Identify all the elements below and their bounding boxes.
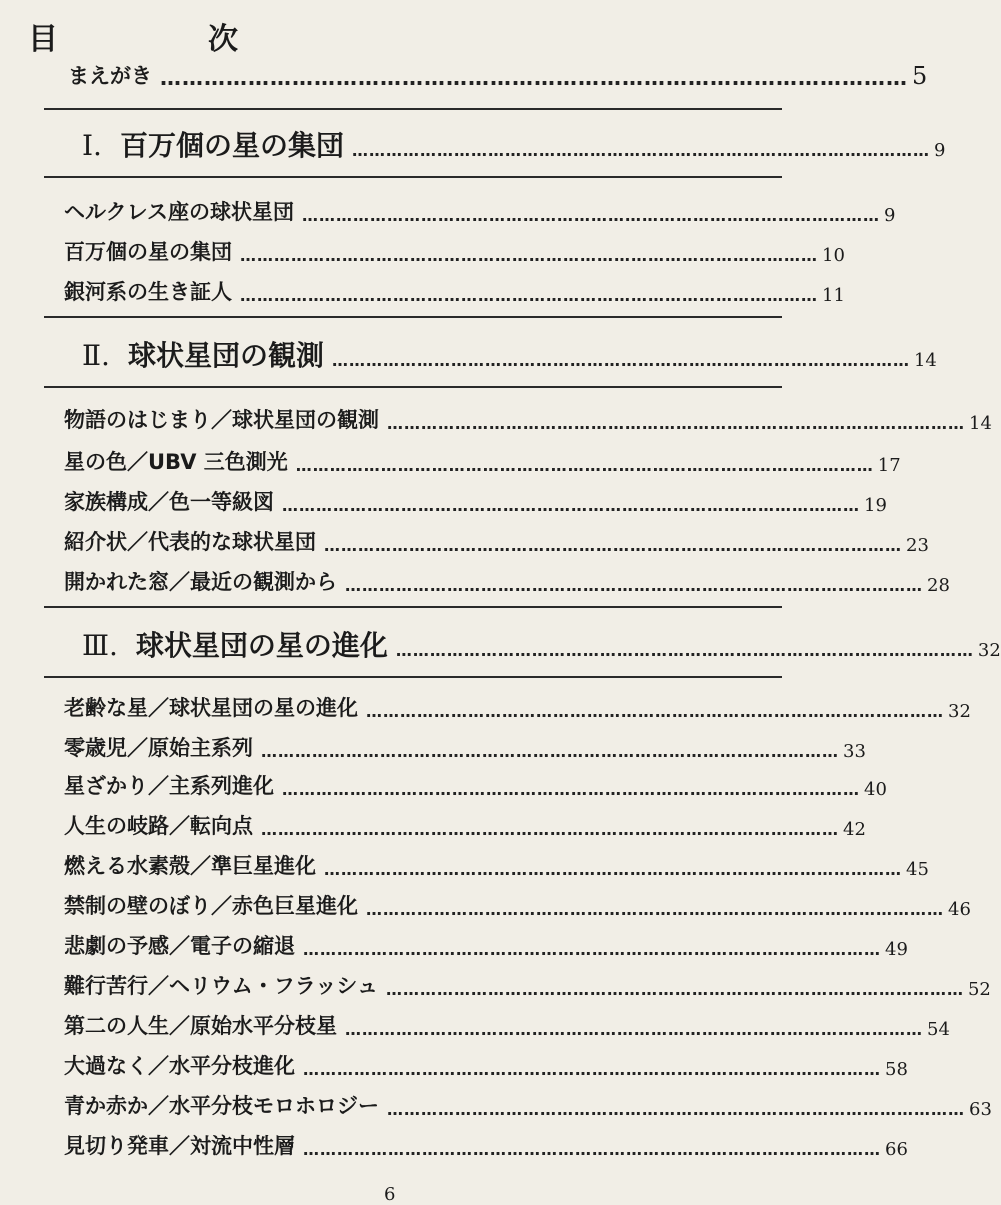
toc-section[interactable] bbox=[64, 1010, 950, 1040]
toc-section[interactable] bbox=[64, 770, 887, 800]
toc-section[interactable] bbox=[64, 446, 901, 476]
leader-dots: ………………………………………………………………………………………… bbox=[331, 351, 910, 370]
toc-section[interactable] bbox=[64, 526, 929, 556]
entry-label: 悲劇の予感／電子の縮退 bbox=[64, 934, 295, 958]
toc-section[interactable] bbox=[64, 850, 929, 880]
page-number: 23 bbox=[906, 535, 929, 556]
page-number: 10 bbox=[822, 245, 845, 266]
leader-dots: ………………………………………………………………………………………… bbox=[282, 780, 860, 799]
toc-section[interactable] bbox=[64, 236, 845, 266]
leader-dots: ………………………………………………………………………………………… bbox=[345, 1020, 923, 1039]
entry-label: 第二の人生／原始水平分枝星 bbox=[64, 1014, 337, 1038]
leader-dots: ………………………………………………………………………………………… bbox=[282, 496, 860, 515]
page-number: 14 bbox=[913, 350, 937, 371]
entry-label: 銀河系の生き証人 bbox=[64, 280, 232, 304]
toc-chapter-1[interactable] bbox=[82, 124, 946, 164]
chapter-title: Ⅱ. 球状星団の観測 bbox=[82, 339, 324, 372]
entry-label: 人生の岐路／転向点 bbox=[64, 814, 253, 838]
entry-label: 開かれた窓／最近の観測から bbox=[64, 570, 337, 594]
leader-dots: ………………………………………………………………………………………… bbox=[395, 641, 974, 660]
toc-chapter-3[interactable] bbox=[82, 624, 1001, 664]
leader-dots: ………………………………………………………………………………………… bbox=[351, 141, 930, 160]
page-number: 33 bbox=[843, 741, 866, 762]
divider-rule bbox=[44, 676, 782, 678]
toc-section[interactable] bbox=[64, 810, 866, 840]
entry-label: まえがき bbox=[68, 64, 152, 88]
leader-dots: ………………………………………………………………………………………… bbox=[324, 860, 902, 879]
toc-section[interactable] bbox=[64, 196, 896, 226]
page-number: 9 bbox=[883, 205, 896, 226]
leader-dots: ………………………………………………………………………………………… bbox=[366, 900, 944, 919]
toc-section[interactable] bbox=[64, 404, 992, 434]
entry-label: 燃える水素殻／準巨星進化 bbox=[64, 854, 316, 878]
entry-label: 零歳児／原始主系列 bbox=[64, 736, 253, 760]
toc-entry-preface[interactable] bbox=[68, 60, 928, 90]
toc-section[interactable] bbox=[64, 890, 971, 920]
leader-dots: ………………………………………………………………………………………… bbox=[261, 742, 839, 761]
page-number: 40 bbox=[864, 779, 887, 800]
page-number: 11 bbox=[822, 285, 845, 306]
entry-label: 見切り発車／対流中性層 bbox=[64, 1134, 295, 1158]
toc-section[interactable] bbox=[64, 930, 908, 960]
divider-rule bbox=[44, 606, 782, 608]
toc-chapter-2[interactable] bbox=[82, 334, 937, 374]
chapter-number: Ⅱ. bbox=[82, 339, 110, 372]
entry-label: 紹介状／代表的な球状星団 bbox=[64, 530, 316, 554]
page-number: 66 bbox=[885, 1139, 908, 1160]
divider-rule bbox=[44, 176, 782, 178]
page-number: 54 bbox=[927, 1019, 950, 1040]
page-number: 42 bbox=[843, 819, 866, 840]
page-number: 32 bbox=[977, 640, 1001, 661]
entry-label: 大過なく／水平分枝進化 bbox=[64, 1054, 295, 1078]
leader-dots: ………………………………………………………………………………………… bbox=[387, 1100, 965, 1119]
entry-label: 禁制の壁のぼり／赤色巨星進化 bbox=[64, 894, 358, 918]
entry-label: 星の色／UBV 三色測光 bbox=[64, 450, 288, 474]
leader-dots: ………………………………………………………………………………………… bbox=[261, 820, 839, 839]
chapter-title: Ⅰ. 百万個の星の集団 bbox=[82, 129, 344, 162]
entry-label: 物語のはじまり／球状星団の観測 bbox=[64, 408, 379, 432]
leader-dots: ………………………………………………………………………………………… bbox=[345, 576, 923, 595]
leader-dots: ………………………………………………………………………………………… bbox=[303, 1060, 881, 1079]
entry-label: 難行苦行／ヘリウム・フラッシュ bbox=[64, 974, 378, 998]
toc-heading: 目 次 bbox=[28, 22, 298, 57]
page-number: 32 bbox=[948, 701, 971, 722]
leader-dots: ………………………………………………………………………………………… bbox=[303, 940, 881, 959]
entry-label: 家族構成／色一等級図 bbox=[64, 490, 274, 514]
leader-dots: ………………………………………………………………………………………… bbox=[303, 1140, 881, 1159]
leader-dots: ………………………………………………………………………………………… bbox=[160, 66, 908, 90]
divider-rule bbox=[44, 316, 782, 318]
page-number: 46 bbox=[948, 899, 971, 920]
divider-rule bbox=[44, 108, 782, 110]
toc-section[interactable] bbox=[64, 1050, 908, 1080]
leader-dots: ………………………………………………………………………………………… bbox=[366, 702, 944, 721]
leader-dots: ………………………………………………………………………………………… bbox=[240, 286, 818, 305]
entry-label: 青か赤か／水平分枝モロホロジー bbox=[64, 1094, 379, 1118]
leader-dots: ………………………………………………………………………………………… bbox=[324, 536, 902, 555]
toc-section[interactable] bbox=[64, 732, 866, 762]
chapter-number: Ⅲ. bbox=[82, 629, 118, 662]
toc-section[interactable] bbox=[64, 276, 845, 306]
entry-label: 百万個の星の集団 bbox=[64, 240, 232, 264]
page-number: 5 bbox=[912, 62, 928, 90]
leader-dots: ………………………………………………………………………………………… bbox=[240, 246, 818, 265]
toc-section[interactable] bbox=[64, 486, 887, 516]
toc-section[interactable] bbox=[64, 1130, 908, 1160]
entry-label: ヘルクレス座の球状星団 bbox=[64, 200, 294, 224]
page-number: 17 bbox=[877, 455, 901, 476]
chapter-number: Ⅰ. bbox=[82, 129, 102, 162]
entry-label: 星ざかり／主系列進化 bbox=[64, 774, 274, 798]
divider-rule bbox=[44, 386, 782, 388]
page-number: 28 bbox=[927, 575, 950, 596]
page-folio: 6 bbox=[384, 1184, 396, 1205]
page-number: 45 bbox=[906, 859, 929, 880]
chapter-title: Ⅲ. 球状星団の星の進化 bbox=[82, 629, 388, 662]
leader-dots: ………………………………………………………………………………………… bbox=[385, 980, 964, 999]
toc-section[interactable] bbox=[64, 566, 950, 596]
page-number: 52 bbox=[967, 979, 991, 1000]
entry-label: 老齢な星／球状星団の星の進化 bbox=[64, 696, 358, 720]
leader-dots: ………………………………………………………………………………………… bbox=[295, 456, 874, 475]
page-number: 63 bbox=[969, 1099, 992, 1120]
page-number: 19 bbox=[864, 495, 887, 516]
page-number: 9 bbox=[933, 140, 946, 161]
page-number: 49 bbox=[885, 939, 908, 960]
toc-section[interactable] bbox=[64, 692, 971, 722]
page-number: 14 bbox=[969, 413, 992, 434]
leader-dots: ………………………………………………………………………………………… bbox=[387, 414, 965, 433]
leader-dots: ………………………………………………………………………………………… bbox=[301, 206, 880, 225]
toc-section[interactable] bbox=[64, 1090, 992, 1120]
toc-section[interactable] bbox=[64, 970, 991, 1000]
page-number: 58 bbox=[885, 1059, 908, 1080]
